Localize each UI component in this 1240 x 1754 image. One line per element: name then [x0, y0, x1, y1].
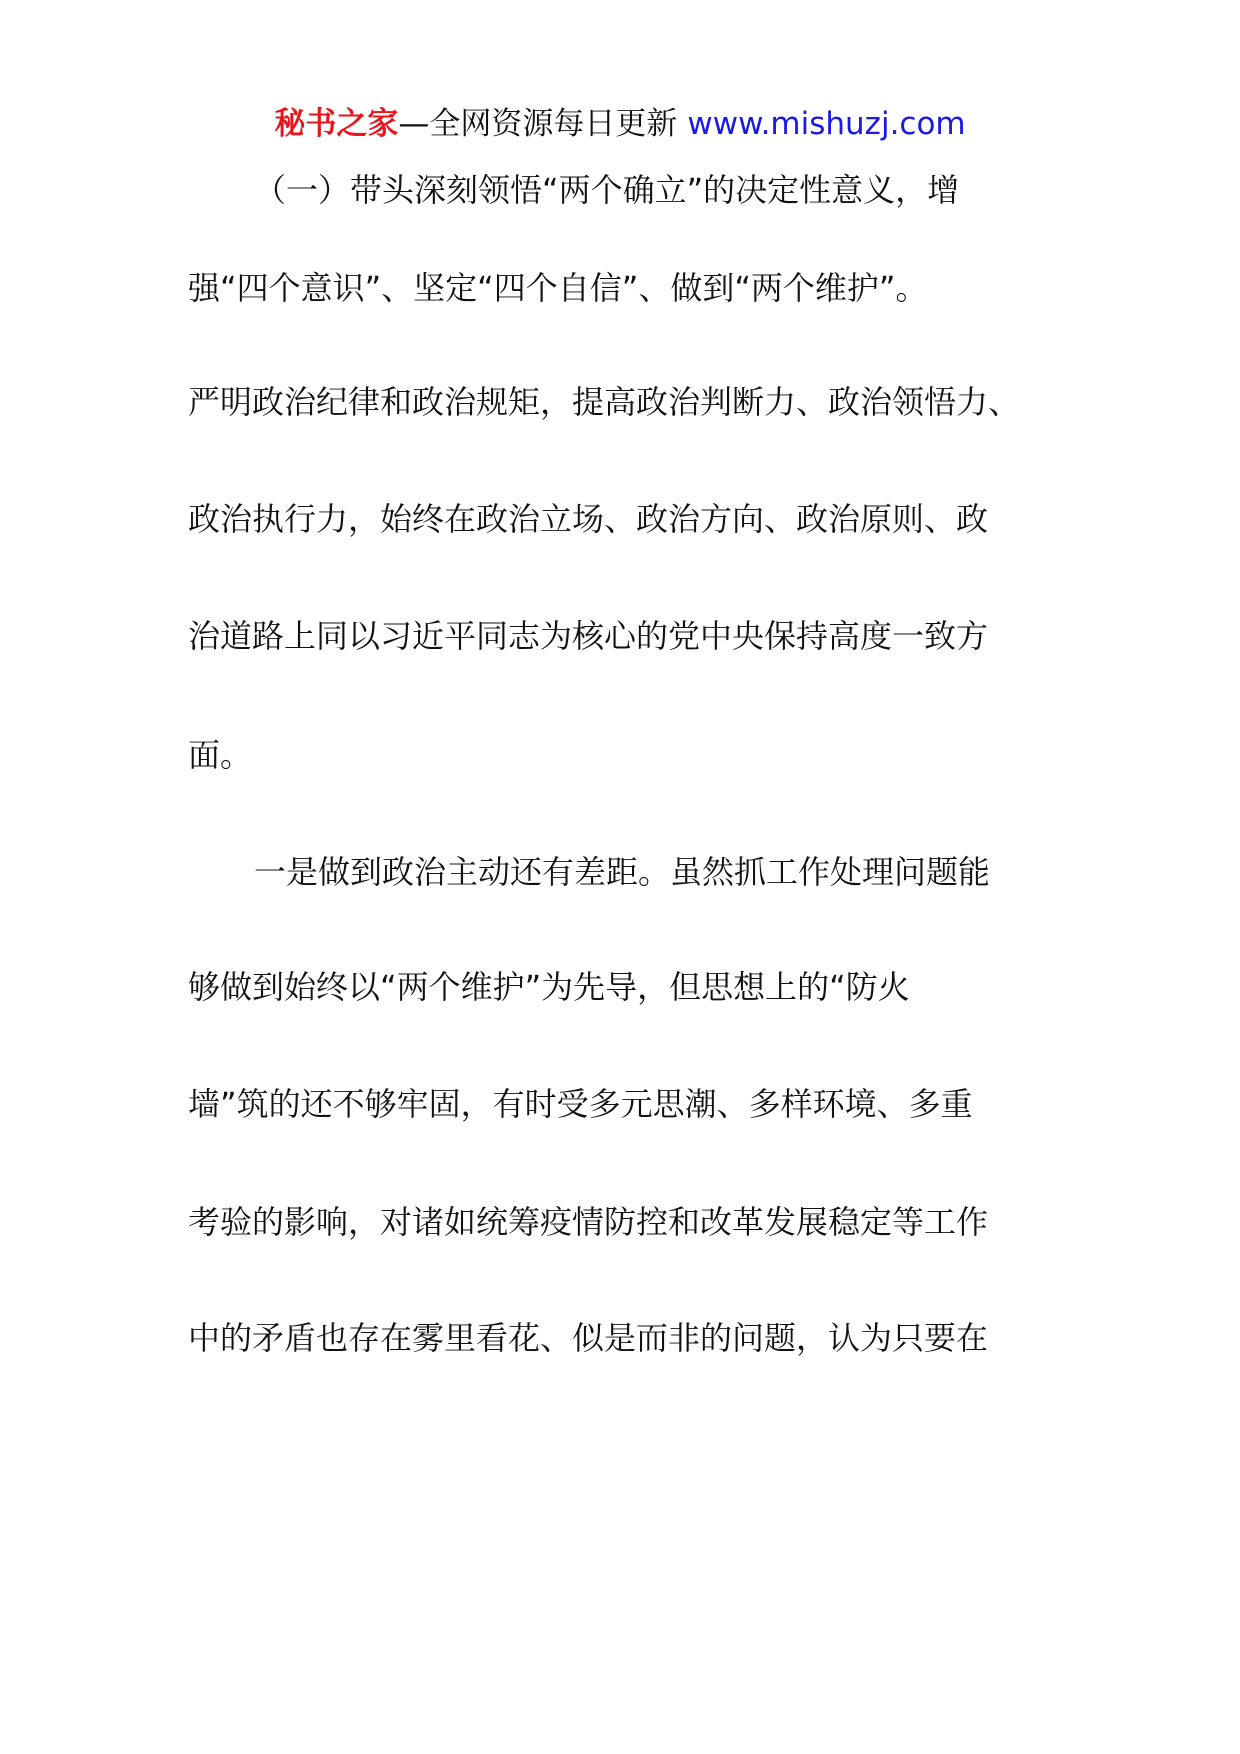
- paragraph-line: 够做到始终以“两个维护”为先导，但思想上的“防火: [188, 968, 910, 1006]
- paragraph-line: 墙”筑的还不够牢固，有时受多元思潮、多样环境、多重: [188, 1085, 973, 1123]
- paragraph-line: 考验的影响，对诸如统筹疫情防控和改革发展稳定等工作: [188, 1203, 989, 1241]
- paragraph-line: 面。: [188, 736, 253, 774]
- paragraph-line: 强“四个意识”、坚定“四个自信”、做到“两个维护”。: [188, 269, 928, 307]
- paragraph-line: 中的矛盾也存在雾里看花、似是而非的问题，认为只要在: [188, 1319, 989, 1357]
- site-header: [0, 104, 1240, 144]
- header-tagline: —全网资源每日更新: [398, 106, 678, 142]
- paragraph-line: 政治执行力，始终在政治立场、政治方向、政治原则、政: [188, 500, 989, 538]
- brand-name: 秘书之家: [274, 106, 399, 142]
- paragraph-line: 严明政治纪律和政治规矩，提高政治判断力、政治领悟力、: [188, 383, 1021, 421]
- site-url-link[interactable]: www.mishuzj.com: [687, 106, 966, 142]
- paragraph-line: （一）带头深刻领悟“两个确立”的决定性意义，增: [254, 171, 960, 209]
- paragraph-line: 治道路上同以习近平同志为核心的党中央保持高度一致方: [188, 617, 989, 655]
- paragraph-line: 一是做到政治主动还有差距。虽然抓工作处理问题能: [254, 853, 991, 891]
